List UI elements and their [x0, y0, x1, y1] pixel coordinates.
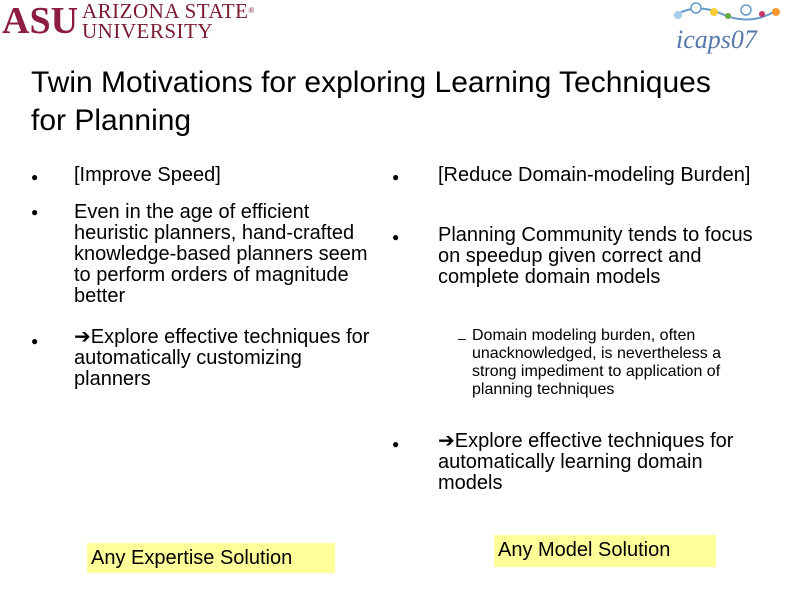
university-wordmark: ARIZONA STATE® UNIVERSITY — [82, 0, 255, 43]
slide-title: Twin Motivations for exploring Learning Techniques for Planning — [31, 66, 711, 137]
right-item-3: ➔Explore effective techniques for automatically learning domain models — [438, 430, 734, 494]
sub-bullet-dash: – — [458, 330, 466, 346]
left-item-1: [Improve Speed] — [74, 164, 221, 186]
icaps-logo-text: icaps07 — [676, 25, 757, 54]
bullet-dot: ● — [31, 334, 39, 348]
asu-logo-mark: ASU — [2, 0, 79, 40]
left-item-2: Even in the age of efficient heuristic planners, hand-crafted knowledge-based planners seem to perform orders of magnitude better — [74, 201, 368, 307]
bullet-dot: ● — [392, 437, 400, 451]
right-subitem: Domain modeling burden, often unacknowledged, is nevertheless a strong impediment to application of planning techniques — [472, 327, 722, 398]
left-item-3: ➔Explore effective techniques for automatically customizing planners — [74, 326, 370, 390]
university-line1: ARIZONA STATE — [82, 0, 249, 23]
university-line2: UNIVERSITY — [82, 19, 213, 43]
icaps-logo — [666, 0, 794, 58]
bullet-dot: ● — [31, 205, 39, 219]
right-item-1: [Reduce Domain-modeling Burden] — [438, 164, 751, 186]
bullet-dot: ● — [31, 170, 39, 184]
bullet-dot: ● — [392, 230, 400, 244]
any-model-callout: Any Model Solution — [494, 535, 716, 567]
bullet-dot: ● — [392, 170, 400, 184]
right-item-2: Planning Community tends to focus on speedup given correct and complete domain models — [438, 224, 753, 288]
any-expertise-callout: Any Expertise Solution — [87, 543, 335, 573]
asu-logo — [0, 0, 80, 40]
